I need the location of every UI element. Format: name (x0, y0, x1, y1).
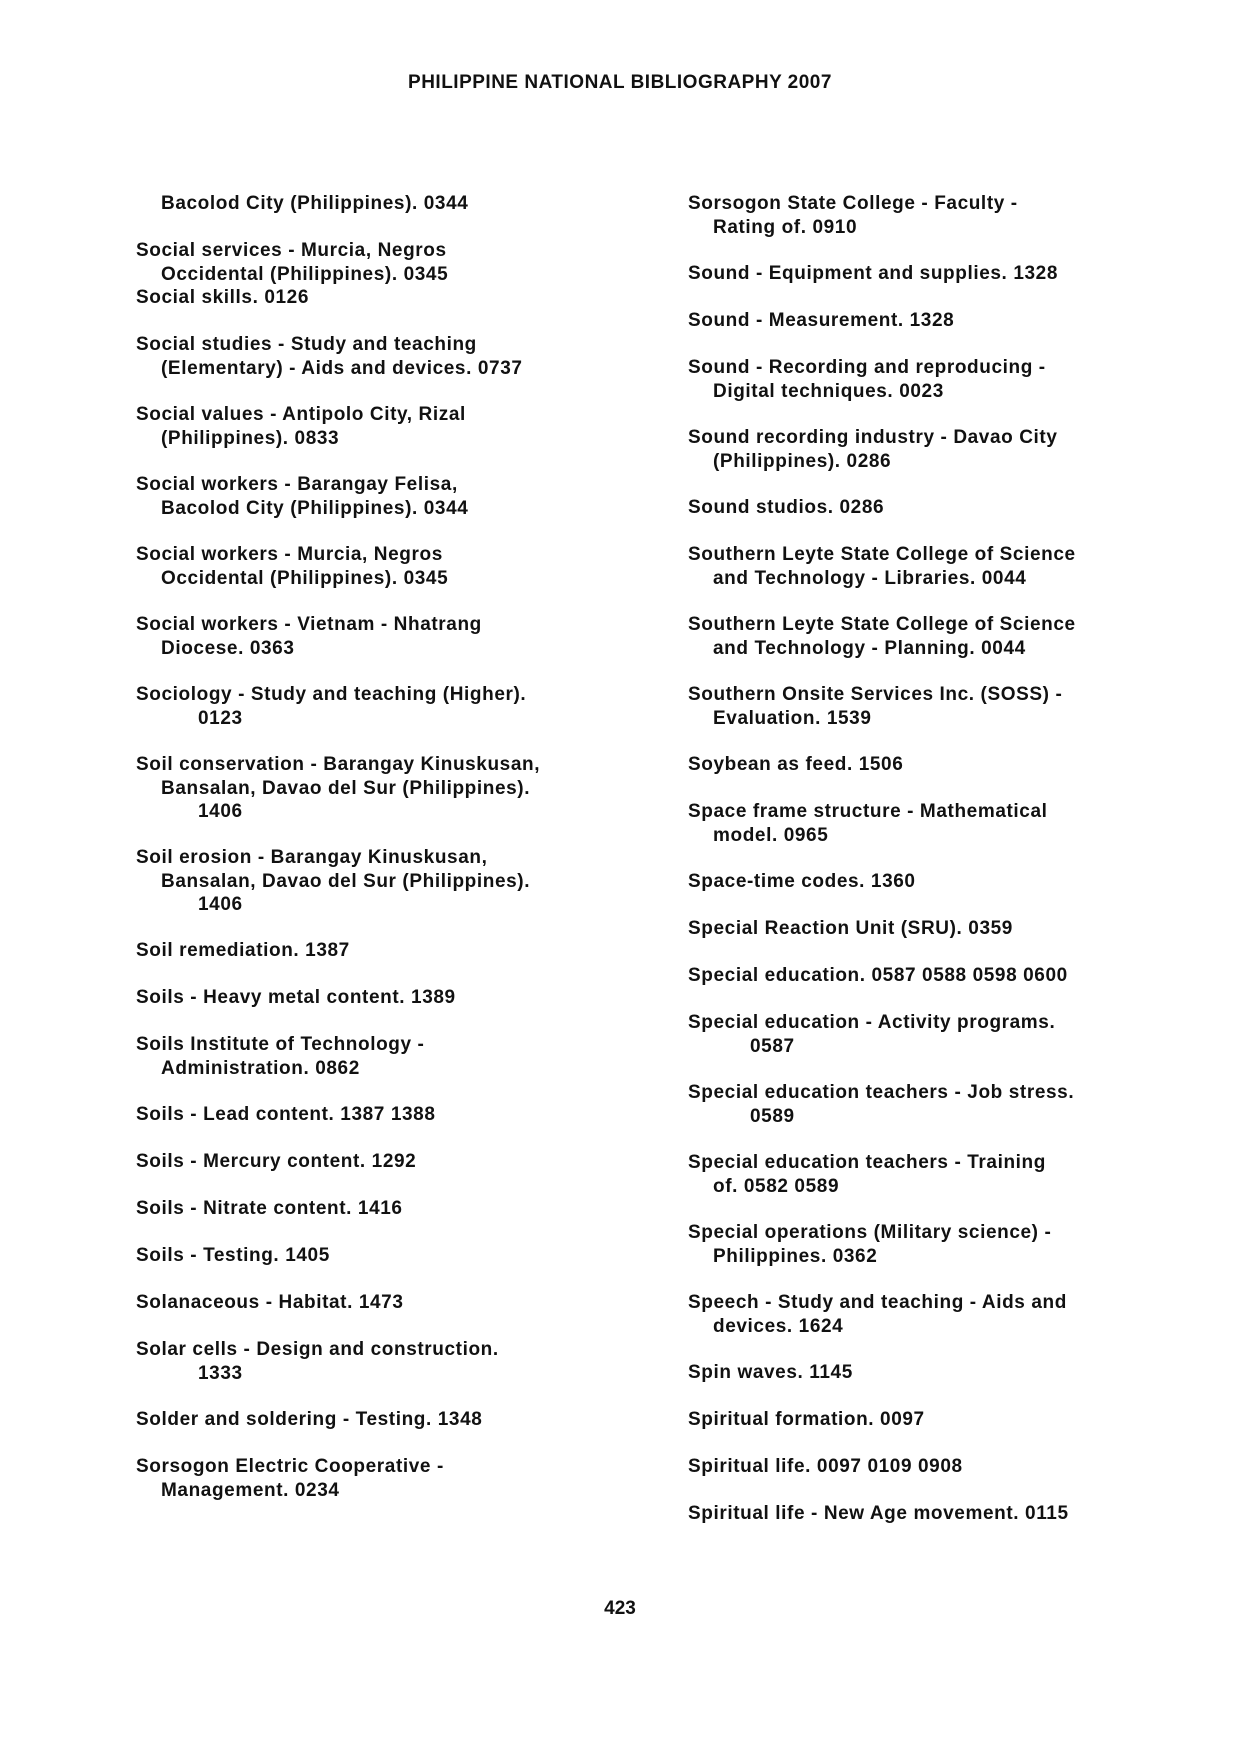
entry-heading-line: Social workers - Barangay Felisa, (136, 474, 458, 495)
entry-continuation-line: model. 0965 (713, 824, 829, 846)
index-entry (136, 333, 666, 380)
index-entry (688, 426, 1208, 473)
entry-heading-line: Sound studios. 0286 (688, 497, 885, 518)
index-entry (136, 239, 666, 286)
entry-continuation-line: and Technology - Libraries. 0044 (713, 567, 1027, 589)
entry-continuation-line: Management. 0234 (161, 1479, 340, 1501)
entry-heading-line: Sound - Recording and reproducing - (688, 357, 1046, 378)
entry-heading-line: Social workers - Murcia, Negros (136, 544, 443, 565)
entry-heading-line: Social services - Murcia, Negros (136, 240, 447, 261)
index-entry (688, 1151, 1208, 1198)
entry-heading-line: Speech - Study and teaching - Aids and (688, 1292, 1067, 1313)
index-entry (136, 1103, 666, 1127)
entry-heading-line: Social skills. 0126 (136, 287, 310, 308)
entry-heading-line: Soybean as feed. 1506 (688, 754, 904, 775)
index-entry (136, 753, 666, 824)
index-entry (136, 543, 666, 590)
index-entry (136, 1197, 666, 1221)
entry-continuation-line: and Technology - Planning. 0044 (713, 637, 1026, 659)
index-entry (136, 286, 666, 310)
entry-heading-line: Special operations (Military science) - (688, 1222, 1052, 1243)
index-entry (136, 1150, 666, 1174)
entry-heading-line: Soils - Heavy metal content. 1389 (136, 987, 456, 1008)
index-entry (688, 800, 1208, 847)
index-entry (136, 1408, 666, 1432)
index-entry (688, 496, 1208, 520)
index-entry (136, 986, 666, 1010)
index-entry (688, 1361, 1208, 1385)
entry-heading-line: Soils Institute of Technology - (136, 1034, 425, 1055)
index-entry (688, 753, 1208, 777)
index-entry (688, 917, 1208, 941)
entry-continuation-line: (Philippines). 0833 (161, 427, 340, 449)
index-entry (136, 1455, 666, 1502)
index-entry (688, 543, 1208, 590)
index-entry (688, 964, 1208, 988)
entry-heading-line: Solar cells - Design and construction. (136, 1339, 499, 1360)
entry-heading-line: Sorsogon State College - Faculty - (688, 193, 1018, 214)
entry-heading-line: Special education teachers - Job stress. (688, 1082, 1075, 1103)
index-entry (136, 846, 666, 917)
index-entry (136, 1291, 666, 1315)
index-entry (688, 1011, 1208, 1058)
index-entry (688, 1502, 1208, 1526)
index-entry (136, 473, 666, 520)
entry-heading-line: Special Reaction Unit (SRU). 0359 (688, 918, 1013, 939)
entry-heading-line: Soils - Nitrate content. 1416 (136, 1198, 403, 1219)
index-entry (136, 403, 666, 450)
entry-heading-line: Social studies - Study and teaching (136, 334, 477, 355)
entry-heading-line: Special education - Activity programs. (688, 1012, 1056, 1033)
index-entry (136, 192, 666, 216)
index-entry (688, 1081, 1208, 1128)
entry-continuation-line: Administration. 0862 (161, 1057, 360, 1079)
entry-continuation-line: (Philippines). 0286 (713, 450, 892, 472)
index-entry (688, 683, 1208, 730)
entry-heading-line: Solanaceous - Habitat. 1473 (136, 1292, 404, 1313)
index-entry (688, 1291, 1208, 1338)
entry-heading-line: Soils - Mercury content. 1292 (136, 1151, 417, 1172)
entry-continuation-line: Occidental (Philippines). 0345 (161, 567, 449, 589)
entry-heading-line: Spiritual life - New Age movement. 0115 (688, 1503, 1069, 1524)
entry-heading-line: Social values - Antipolo City, Rizal (136, 404, 466, 425)
entry-continuation-line: 0587 (750, 1035, 795, 1057)
index-entry (136, 939, 666, 963)
page-number: 423 (604, 1598, 636, 1619)
entry-heading-line: Spin waves. 1145 (688, 1362, 853, 1383)
entry-continuation-line: devices. 1624 (713, 1315, 844, 1337)
entry-continuation-line: Rating of. 0910 (713, 216, 858, 238)
entry-heading-line: Soils - Lead content. 1387 1388 (136, 1104, 436, 1125)
index-entry (688, 262, 1208, 286)
entry-heading-line: Bacolod City (Philippines). 0344 (161, 193, 469, 214)
index-entry (136, 1244, 666, 1268)
entry-heading-line: Soil erosion - Barangay Kinuskusan, (136, 847, 488, 868)
index-entry (136, 1338, 666, 1385)
entry-continuation-line: Bansalan, Davao del Sur (Philippines). (161, 777, 531, 799)
entry-continuation-line: (Elementary) - Aids and devices. 0737 (161, 357, 523, 379)
entry-continuation-line: of. 0582 0589 (713, 1175, 840, 1197)
index-entry (688, 613, 1208, 660)
index-entry (136, 613, 666, 660)
entry-heading-line: Soil remediation. 1387 (136, 940, 350, 961)
entry-heading-line: Soils - Testing. 1405 (136, 1245, 330, 1266)
entry-heading-line: Sound - Measurement. 1328 (688, 310, 955, 331)
entry-continuation-line: Bansalan, Davao del Sur (Philippines). (161, 870, 531, 892)
entry-heading-line: Space frame structure - Mathematical (688, 801, 1048, 822)
entry-heading-line: Soil conservation - Barangay Kinuskusan, (136, 754, 541, 775)
entry-heading-line: Sound recording industry - Davao City (688, 427, 1058, 448)
entry-continuation-line: 1333 (198, 1362, 243, 1384)
index-entry (688, 192, 1208, 239)
entry-heading-line: Southern Leyte State College of Science (688, 544, 1076, 565)
entry-heading-line: Sorsogon Electric Cooperative - (136, 1456, 444, 1477)
entry-continuation-line: 0589 (750, 1105, 795, 1127)
entry-continuation-line: 1406 (198, 894, 243, 915)
page-header: PHILIPPINE NATIONAL BIBLIOGRAPHY 2007 (408, 72, 832, 93)
index-entry (136, 1033, 666, 1080)
entry-continuation-line: Occidental (Philippines). 0345 (161, 263, 449, 285)
index-entry (688, 870, 1208, 894)
entry-continuation-line: 0123 (198, 707, 243, 729)
index-entry (688, 1408, 1208, 1432)
index-entry (688, 1221, 1208, 1268)
index-entry (136, 683, 666, 730)
entry-continuation-line: Philippines. 0362 (713, 1245, 878, 1267)
entry-heading-line: Sound - Equipment and supplies. 1328 (688, 263, 1058, 284)
entry-heading-line: Social workers - Vietnam - Nhatrang (136, 614, 482, 635)
entry-heading-line: Special education teachers - Training (688, 1152, 1046, 1173)
entry-heading-line: Special education. 0587 0588 0598 0600 (688, 965, 1068, 986)
entry-heading-line: Southern Onsite Services Inc. (SOSS) - (688, 684, 1063, 705)
entry-heading-line: Sociology - Study and teaching (Higher). (136, 684, 527, 705)
index-entry (688, 1455, 1208, 1479)
entry-heading-line: Solder and soldering - Testing. 1348 (136, 1409, 483, 1430)
entry-continuation-line: Diocese. 0363 (161, 637, 295, 659)
index-entry (688, 356, 1208, 403)
entry-continuation-line: Digital techniques. 0023 (713, 380, 944, 402)
entry-heading-line: Spiritual formation. 0097 (688, 1409, 925, 1430)
entry-continuation-line: Bacolod City (Philippines). 0344 (161, 497, 469, 519)
entry-continuation-line: 1406 (198, 801, 243, 822)
index-entry (688, 309, 1208, 333)
entry-heading-line: Spiritual life. 0097 0109 0908 (688, 1456, 963, 1477)
entry-heading-line: Southern Leyte State College of Science (688, 614, 1076, 635)
entry-heading-line: Space-time codes. 1360 (688, 871, 916, 892)
entry-continuation-line: Evaluation. 1539 (713, 707, 872, 729)
